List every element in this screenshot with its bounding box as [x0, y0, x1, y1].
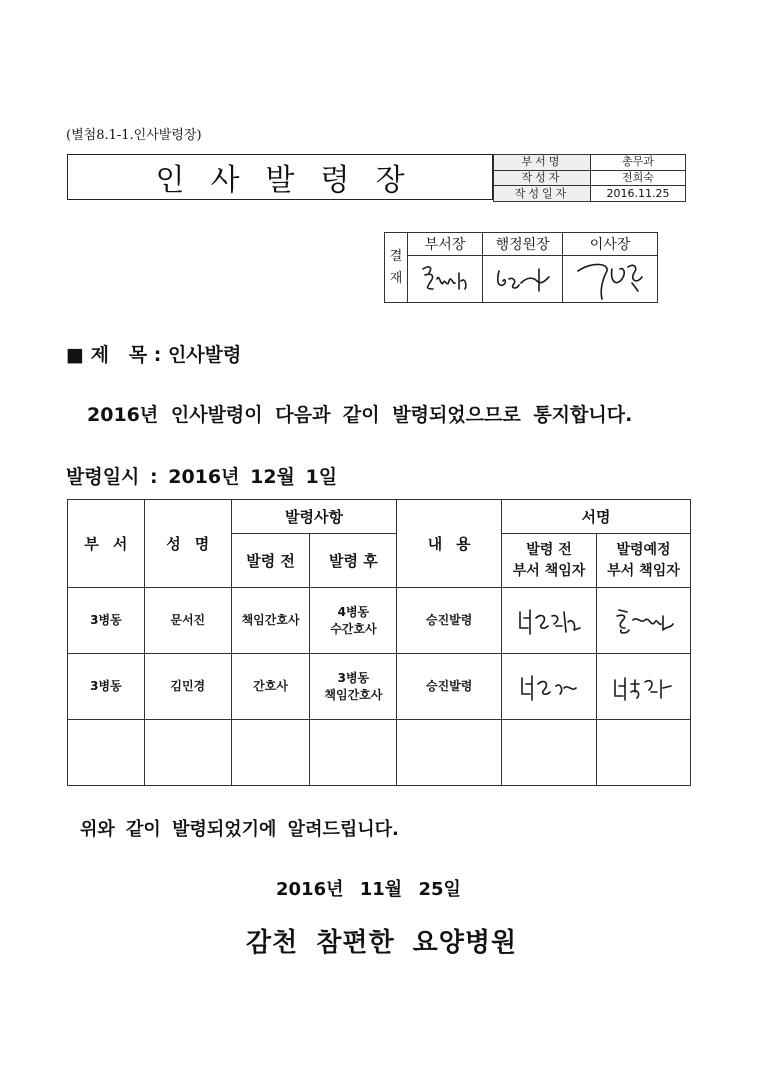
table-row — [68, 720, 691, 786]
meta-label: 작성일자 — [494, 186, 591, 202]
meta-row — [494, 170, 686, 186]
table-row — [68, 654, 691, 720]
personnel-order-table — [67, 499, 691, 786]
subject-line: ■ 제 목 : 인사발령 — [66, 344, 242, 366]
approval-label: 결재 — [385, 233, 408, 303]
meta-row — [494, 186, 686, 202]
cell-empty — [68, 720, 145, 786]
meta-table — [493, 154, 686, 202]
header-order-group: 발령사항 — [231, 500, 397, 534]
approval-signature-dept-head — [408, 256, 483, 303]
table-row — [68, 588, 691, 654]
meta-label: 부서명 — [494, 155, 591, 171]
header-sign-before: 발령 전 부서 책임자 — [502, 534, 597, 588]
document-title: 인사발령장 — [155, 163, 431, 198]
document-title-box — [67, 154, 493, 200]
form-number: (별첨8.1-1.인사발령장) — [66, 128, 202, 143]
cell-name: 문서진 — [144, 588, 231, 654]
header-content: 내용 — [397, 500, 502, 588]
cell-empty — [144, 720, 231, 786]
header-sign-group: 서명 — [502, 500, 691, 534]
header-after: 발령 후 — [310, 534, 397, 588]
cell-after: 3병동 책임간호사 — [310, 654, 397, 720]
cell-empty — [310, 720, 397, 786]
approval-table — [384, 232, 658, 303]
signature-image — [415, 259, 475, 299]
cell-sign-after — [597, 588, 691, 654]
header-dept: 부서 — [68, 500, 145, 588]
meta-label: 작성자 — [494, 170, 591, 186]
approval-header-dept-head: 부서장 — [408, 233, 483, 256]
approval-signature-chairman — [563, 256, 658, 303]
header-name: 성명 — [144, 500, 231, 588]
cell-before: 간호사 — [231, 654, 310, 720]
notice-text: 2016년 인사발령이 다음과 같이 발령되었으므로 통지합니다. — [87, 404, 633, 426]
approval-header-admin-director: 행정원장 — [483, 233, 563, 256]
cell-before: 책임간호사 — [231, 588, 310, 654]
cell-dept: 3병동 — [68, 588, 145, 654]
cell-sign-before — [502, 588, 597, 654]
cell-content: 승진발령 — [397, 588, 502, 654]
cell-content: 승진발령 — [397, 654, 502, 720]
cell-empty — [502, 720, 597, 786]
effective-date: 발령일시 : 2016년 12월 1일 — [66, 466, 338, 488]
approval-header-chairman: 이사장 — [563, 233, 658, 256]
cell-empty — [597, 720, 691, 786]
signature-image — [609, 670, 679, 704]
meta-value: 총무과 — [591, 155, 686, 171]
cell-after: 4병동 수간호사 — [310, 588, 397, 654]
signature-image — [491, 259, 555, 299]
cell-empty — [231, 720, 310, 786]
header-sign-after: 발령예정 부서 책임자 — [597, 534, 691, 588]
cell-sign-before — [502, 654, 597, 720]
header-before: 발령 전 — [231, 534, 310, 588]
meta-row — [494, 155, 686, 171]
cell-sign-after — [597, 654, 691, 720]
signature-image — [516, 670, 582, 704]
meta-value: 전희숙 — [591, 170, 686, 186]
meta-value: 2016.11.25 — [591, 186, 686, 202]
signature-image — [514, 604, 584, 638]
cell-dept: 3병동 — [68, 654, 145, 720]
closing-text: 위와 같이 발령되었기에 알려드립니다. — [80, 819, 399, 840]
signature-image — [572, 257, 648, 301]
cell-name: 김민경 — [144, 654, 231, 720]
issue-date: 2016년 11월 25일 — [276, 879, 461, 900]
approval-signature-admin-director — [483, 256, 563, 303]
signature-image — [609, 604, 679, 638]
cell-empty — [397, 720, 502, 786]
organization-name: 감천 참편한 요양병원 — [246, 928, 518, 958]
